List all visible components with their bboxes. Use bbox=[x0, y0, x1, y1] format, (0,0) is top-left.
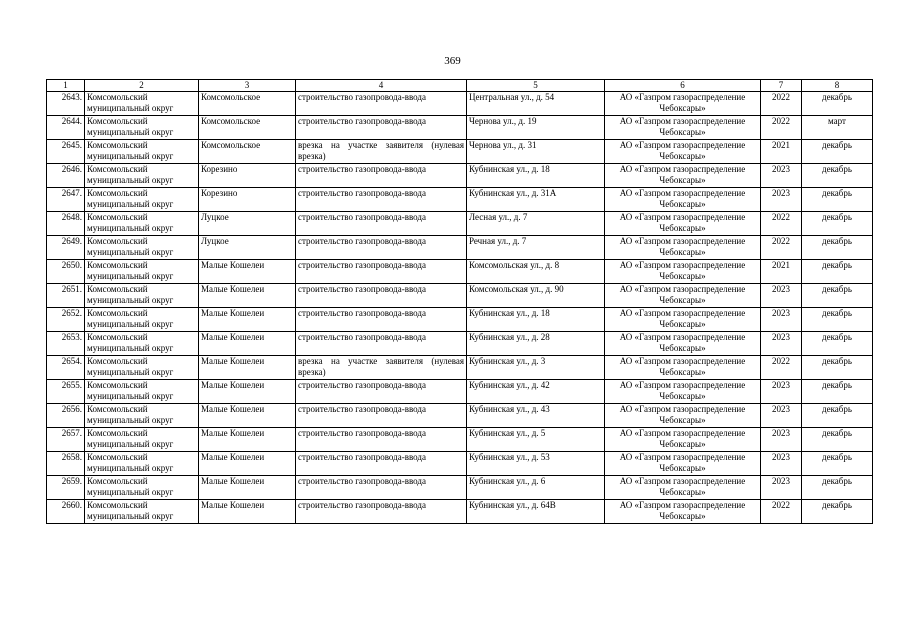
address-cell: Центральная ул., д. 54 bbox=[467, 92, 605, 116]
month-cell: декабрь bbox=[802, 476, 873, 500]
row-number: 2658. bbox=[47, 452, 85, 476]
month-cell: март bbox=[802, 116, 873, 140]
address-cell: Кубнинская ул., д. 43 bbox=[467, 404, 605, 428]
table-row bbox=[47, 404, 873, 428]
organization-cell: АО «Газпром газораспределение Чебоксары» bbox=[605, 212, 761, 236]
table-body bbox=[47, 92, 873, 524]
row-number: 2654. bbox=[47, 356, 85, 380]
table-row bbox=[47, 500, 873, 524]
year-cell: 2023 bbox=[761, 284, 802, 308]
district-cell: Комсомольский муниципальный округ bbox=[85, 164, 199, 188]
year-cell: 2023 bbox=[761, 332, 802, 356]
organization-cell: АО «Газпром газораспределение Чебоксары» bbox=[605, 260, 761, 284]
organization-cell: АО «Газпром газораспределение Чебоксары» bbox=[605, 356, 761, 380]
table-row bbox=[47, 140, 873, 164]
month-cell: декабрь bbox=[802, 404, 873, 428]
district-cell: Комсомольский муниципальный округ bbox=[85, 380, 199, 404]
year-cell: 2023 bbox=[761, 404, 802, 428]
row-number: 2643. bbox=[47, 92, 85, 116]
district-cell: Комсомольский муниципальный округ bbox=[85, 404, 199, 428]
year-cell: 2022 bbox=[761, 116, 802, 140]
district-cell: Комсомольский муниципальный округ bbox=[85, 236, 199, 260]
settlement-cell: Корезино bbox=[199, 164, 296, 188]
address-cell: Чернова ул., д. 31 bbox=[467, 140, 605, 164]
address-cell: Кубнинская ул., д. 53 bbox=[467, 452, 605, 476]
settlement-cell: Малые Кошелеи bbox=[199, 284, 296, 308]
organization-cell: АО «Газпром газораспределение Чебоксары» bbox=[605, 404, 761, 428]
month-cell: декабрь bbox=[802, 164, 873, 188]
year-cell: 2022 bbox=[761, 500, 802, 524]
table-row bbox=[47, 356, 873, 380]
settlement-cell: Малые Кошелеи bbox=[199, 428, 296, 452]
district-cell: Комсомольский муниципальный округ bbox=[85, 452, 199, 476]
district-cell: Комсомольский муниципальный округ bbox=[85, 308, 199, 332]
page-number: 369 bbox=[444, 55, 461, 67]
month-cell: декабрь bbox=[802, 140, 873, 164]
row-number: 2652. bbox=[47, 308, 85, 332]
organization-cell: АО «Газпром газораспределение Чебоксары» bbox=[605, 476, 761, 500]
month-cell: декабрь bbox=[802, 284, 873, 308]
work-type-cell: строительство газопровода-ввода bbox=[296, 428, 467, 452]
district-cell: Комсомольский муниципальный округ bbox=[85, 140, 199, 164]
month-cell: декабрь bbox=[802, 332, 873, 356]
column-header: 6 bbox=[605, 80, 761, 92]
address-cell: Лесная ул., д. 7 bbox=[467, 212, 605, 236]
settlement-cell: Малые Кошелеи bbox=[199, 500, 296, 524]
column-header: 7 bbox=[761, 80, 802, 92]
district-cell: Комсомольский муниципальный округ bbox=[85, 260, 199, 284]
work-type-cell: врезка на участке заявителя (нулевая врезка) bbox=[296, 140, 467, 164]
organization-cell: АО «Газпром газораспределение Чебоксары» bbox=[605, 308, 761, 332]
settlement-cell: Малые Кошелеи bbox=[199, 380, 296, 404]
year-cell: 2023 bbox=[761, 452, 802, 476]
row-number: 2653. bbox=[47, 332, 85, 356]
settlement-cell: Комсомольское bbox=[199, 140, 296, 164]
month-cell: декабрь bbox=[802, 380, 873, 404]
column-header: 5 bbox=[467, 80, 605, 92]
year-cell: 2022 bbox=[761, 92, 802, 116]
table-row bbox=[47, 452, 873, 476]
work-type-cell: строительство газопровода-ввода bbox=[296, 380, 467, 404]
row-number: 2656. bbox=[47, 404, 85, 428]
row-number: 2657. bbox=[47, 428, 85, 452]
work-type-cell: строительство газопровода-ввода bbox=[296, 476, 467, 500]
settlement-cell: Малые Кошелеи bbox=[199, 452, 296, 476]
work-type-cell: строительство газопровода-ввода bbox=[296, 116, 467, 140]
table-row bbox=[47, 308, 873, 332]
work-type-cell: строительство газопровода-ввода bbox=[296, 404, 467, 428]
settlement-cell: Малые Кошелеи bbox=[199, 476, 296, 500]
work-type-cell: строительство газопровода-ввода bbox=[296, 308, 467, 332]
settlement-cell: Малые Кошелеи bbox=[199, 356, 296, 380]
table-row bbox=[47, 188, 873, 212]
year-cell: 2023 bbox=[761, 428, 802, 452]
district-cell: Комсомольский муниципальный округ bbox=[85, 428, 199, 452]
month-cell: декабрь bbox=[802, 188, 873, 212]
organization-cell: АО «Газпром газораспределение Чебоксары» bbox=[605, 452, 761, 476]
address-cell: Кубнинская ул., д. 31А bbox=[467, 188, 605, 212]
row-number: 2647. bbox=[47, 188, 85, 212]
column-header: 2 bbox=[85, 80, 199, 92]
address-cell: Кубнинская ул., д. 18 bbox=[467, 164, 605, 188]
year-cell: 2023 bbox=[761, 476, 802, 500]
organization-cell: АО «Газпром газораспределение Чебоксары» bbox=[605, 500, 761, 524]
district-cell: Комсомольский муниципальный округ bbox=[85, 332, 199, 356]
district-cell: Комсомольский муниципальный округ bbox=[85, 356, 199, 380]
address-cell: Кубнинская ул., д. 28 bbox=[467, 332, 605, 356]
month-cell: декабрь bbox=[802, 236, 873, 260]
year-cell: 2021 bbox=[761, 260, 802, 284]
address-cell: Речная ул., д. 7 bbox=[467, 236, 605, 260]
table-row bbox=[47, 380, 873, 404]
row-number: 2651. bbox=[47, 284, 85, 308]
month-cell: декабрь bbox=[802, 452, 873, 476]
month-cell: декабрь bbox=[802, 308, 873, 332]
work-type-cell: строительство газопровода-ввода bbox=[296, 188, 467, 212]
address-cell: Кубнинская ул., д. 18 bbox=[467, 308, 605, 332]
table-row bbox=[47, 332, 873, 356]
row-number: 2645. bbox=[47, 140, 85, 164]
row-number: 2644. bbox=[47, 116, 85, 140]
table-row bbox=[47, 116, 873, 140]
year-cell: 2022 bbox=[761, 356, 802, 380]
column-header: 1 bbox=[47, 80, 85, 92]
settlement-cell: Малые Кошелеи bbox=[199, 260, 296, 284]
settlement-cell: Малые Кошелеи bbox=[199, 308, 296, 332]
organization-cell: АО «Газпром газораспределение Чебоксары» bbox=[605, 284, 761, 308]
settlement-cell: Луцкое bbox=[199, 212, 296, 236]
year-cell: 2021 bbox=[761, 140, 802, 164]
address-cell: Кубнинская ул., д. 5 bbox=[467, 428, 605, 452]
organization-cell: АО «Газпром газораспределение Чебоксары» bbox=[605, 428, 761, 452]
year-cell: 2023 bbox=[761, 164, 802, 188]
work-type-cell: строительство газопровода-ввода bbox=[296, 452, 467, 476]
settlement-cell: Малые Кошелеи bbox=[199, 404, 296, 428]
settlement-cell: Луцкое bbox=[199, 236, 296, 260]
district-cell: Комсомольский муниципальный округ bbox=[85, 116, 199, 140]
organization-cell: АО «Газпром газораспределение Чебоксары» bbox=[605, 140, 761, 164]
address-cell: Кубнинская ул., д. 3 bbox=[467, 356, 605, 380]
month-cell: декабрь bbox=[802, 356, 873, 380]
column-header: 3 bbox=[199, 80, 296, 92]
table-row bbox=[47, 428, 873, 452]
district-cell: Комсомольский муниципальный округ bbox=[85, 476, 199, 500]
year-cell: 2023 bbox=[761, 380, 802, 404]
table-row bbox=[47, 260, 873, 284]
address-cell: Комсомольская ул., д. 90 bbox=[467, 284, 605, 308]
work-type-cell: строительство газопровода-ввода bbox=[296, 212, 467, 236]
work-type-cell: строительство газопровода-ввода bbox=[296, 284, 467, 308]
organization-cell: АО «Газпром газораспределение Чебоксары» bbox=[605, 164, 761, 188]
table-row bbox=[47, 212, 873, 236]
work-type-cell: строительство газопровода-ввода bbox=[296, 236, 467, 260]
month-cell: декабрь bbox=[802, 92, 873, 116]
district-cell: Комсомольский муниципальный округ bbox=[85, 284, 199, 308]
settlement-cell: Комсомольское bbox=[199, 92, 296, 116]
table-row bbox=[47, 284, 873, 308]
row-number: 2648. bbox=[47, 212, 85, 236]
row-number: 2650. bbox=[47, 260, 85, 284]
work-type-cell: строительство газопровода-ввода bbox=[296, 260, 467, 284]
district-cell: Комсомольский муниципальный округ bbox=[85, 212, 199, 236]
address-cell: Кубнинская ул., д. 6 bbox=[467, 476, 605, 500]
settlement-cell: Малые Кошелеи bbox=[199, 332, 296, 356]
year-cell: 2023 bbox=[761, 308, 802, 332]
row-number: 2649. bbox=[47, 236, 85, 260]
year-cell: 2023 bbox=[761, 188, 802, 212]
address-cell: Кубнинская ул., д. 42 bbox=[467, 380, 605, 404]
column-number-row bbox=[47, 80, 873, 92]
organization-cell: АО «Газпром газораспределение Чебоксары» bbox=[605, 116, 761, 140]
work-type-cell: врезка на участке заявителя (нулевая врезка) bbox=[296, 356, 467, 380]
month-cell: декабрь bbox=[802, 260, 873, 284]
table-row bbox=[47, 164, 873, 188]
organization-cell: АО «Газпром газораспределение Чебоксары» bbox=[605, 380, 761, 404]
year-cell: 2022 bbox=[761, 212, 802, 236]
organization-cell: АО «Газпром газораспределение Чебоксары» bbox=[605, 332, 761, 356]
table-row bbox=[47, 92, 873, 116]
gas-connection-table bbox=[46, 79, 873, 524]
organization-cell: АО «Газпром газораспределение Чебоксары» bbox=[605, 236, 761, 260]
table-row bbox=[47, 236, 873, 260]
organization-cell: АО «Газпром газораспределение Чебоксары» bbox=[605, 92, 761, 116]
address-cell: Чернова ул., д. 19 bbox=[467, 116, 605, 140]
row-number: 2646. bbox=[47, 164, 85, 188]
row-number: 2655. bbox=[47, 380, 85, 404]
column-header: 4 bbox=[296, 80, 467, 92]
year-cell: 2022 bbox=[761, 236, 802, 260]
table-row bbox=[47, 476, 873, 500]
district-cell: Комсомольский муниципальный округ bbox=[85, 500, 199, 524]
work-type-cell: строительство газопровода-ввода bbox=[296, 164, 467, 188]
settlement-cell: Комсомольское bbox=[199, 116, 296, 140]
month-cell: декабрь bbox=[802, 212, 873, 236]
column-header: 8 bbox=[802, 80, 873, 92]
work-type-cell: строительство газопровода-ввода bbox=[296, 332, 467, 356]
organization-cell: АО «Газпром газораспределение Чебоксары» bbox=[605, 188, 761, 212]
address-cell: Комсомольская ул., д. 8 bbox=[467, 260, 605, 284]
work-type-cell: строительство газопровода-ввода bbox=[296, 500, 467, 524]
settlement-cell: Корезино bbox=[199, 188, 296, 212]
work-type-cell: строительство газопровода-ввода bbox=[296, 92, 467, 116]
district-cell: Комсомольский муниципальный округ bbox=[85, 92, 199, 116]
district-cell: Комсомольский муниципальный округ bbox=[85, 188, 199, 212]
month-cell: декабрь bbox=[802, 428, 873, 452]
address-cell: Кубнинская ул., д. 64В bbox=[467, 500, 605, 524]
month-cell: декабрь bbox=[802, 500, 873, 524]
row-number: 2660. bbox=[47, 500, 85, 524]
row-number: 2659. bbox=[47, 476, 85, 500]
